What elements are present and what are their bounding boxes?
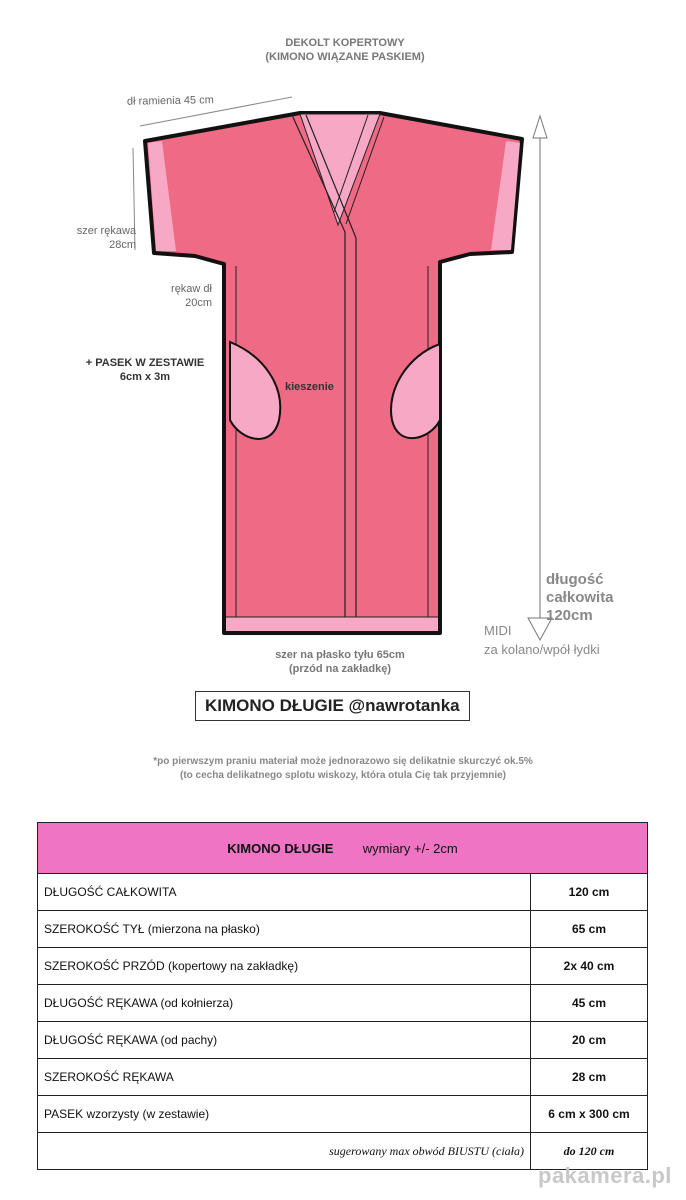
row-label: PASEK wzorzysty (w zestawie) xyxy=(38,1096,531,1133)
row-label: DŁUGOŚĆ RĘKAWA (od pachy) xyxy=(38,1022,531,1059)
shrink-note xyxy=(60,755,626,783)
watermark: pakamera.pl xyxy=(538,1163,672,1188)
back-width-label-1: szer na płasko tyłu 65cm xyxy=(275,649,405,661)
header-line-1: DEKOLT KOPERTOWY xyxy=(285,37,405,49)
table-row xyxy=(38,1059,648,1096)
total-length-label-3: 120cm xyxy=(546,607,593,624)
hem-band xyxy=(226,617,438,631)
product-title: KIMONO DŁUGIE @nawrotanka xyxy=(195,691,470,721)
table-title: KIMONO DŁUGIE xyxy=(227,840,334,856)
table-row xyxy=(38,948,648,985)
row-value: 2x 40 cm xyxy=(531,948,648,985)
row-label: DŁUGOŚĆ CAŁKOWITA xyxy=(38,874,531,911)
row-label: SZEROKOŚĆ PRZÓD (kopertowy na zakładkę) xyxy=(38,948,531,985)
table-row xyxy=(38,911,648,948)
back-width-label-2: (przód na zakładkę) xyxy=(288,663,392,675)
sleeve-length-label xyxy=(120,282,212,310)
row-value: 6 cm x 300 cm xyxy=(531,1096,648,1133)
header-line-2: (KIMONO WIĄZANE PASKIEM) xyxy=(265,51,425,63)
table-subtitle: wymiary +/- 2cm xyxy=(362,840,458,856)
row-value: 120 cm xyxy=(531,874,648,911)
dimensions-table xyxy=(37,822,648,1170)
sleeve-width-label-text: szer rękawa xyxy=(76,225,136,237)
total-length-label xyxy=(546,571,614,625)
midi-label: MIDI xyxy=(484,623,512,638)
arrow-up-icon xyxy=(533,116,547,138)
shoulder-label: dł ramienia 45 cm xyxy=(126,94,214,108)
belt-label-value: 6cm x 3m xyxy=(119,371,171,383)
sleeve-width-label-value: 28cm xyxy=(109,239,136,251)
sleeve-length-label-text: rękaw dł xyxy=(171,283,212,295)
total-length-label-1: długość xyxy=(546,571,604,588)
table-row xyxy=(38,1022,648,1059)
table-row xyxy=(38,874,648,911)
table-header-row xyxy=(38,823,648,874)
shrink-note-line-2: (to cecha delikatnego splotu wiskozy, która otula Cię tak przyjemnie) xyxy=(179,770,506,781)
row-value: 28 cm xyxy=(531,1059,648,1096)
row-label: DŁUGOŚĆ RĘKAWA (od kołnierza) xyxy=(38,985,531,1022)
back-width-label xyxy=(240,648,440,676)
sleeve-width-label xyxy=(40,224,136,252)
row-label: SZEROKOŚĆ TYŁ (mierzona na płasko) xyxy=(38,911,531,948)
table-row xyxy=(38,985,648,1022)
row-value: do 120 cm xyxy=(531,1133,648,1170)
row-value: 65 cm xyxy=(531,911,648,948)
table-header-cell xyxy=(38,823,648,874)
row-value: 45 cm xyxy=(531,985,648,1022)
knee-label: za kolano/wpół łydki xyxy=(484,642,600,657)
total-length-label-2: całkowita xyxy=(546,589,614,606)
table-row xyxy=(38,1096,648,1133)
row-value: 20 cm xyxy=(531,1022,648,1059)
pocket-label: kieszenie xyxy=(285,381,334,393)
row-label: SZEROKOŚĆ RĘKAWA xyxy=(38,1059,531,1096)
belt-label xyxy=(70,356,220,384)
sleeve-length-label-value: 20cm xyxy=(185,297,212,309)
belt-label-text: + PASEK W ZESTAWIE xyxy=(85,357,205,369)
row-label: sugerowany max obwód BIUSTU (ciała) xyxy=(38,1133,531,1170)
shrink-note-line-1: *po pierwszym praniu materiał może jednorazowo się delikatnie skurczyć ok.5% xyxy=(153,756,533,767)
